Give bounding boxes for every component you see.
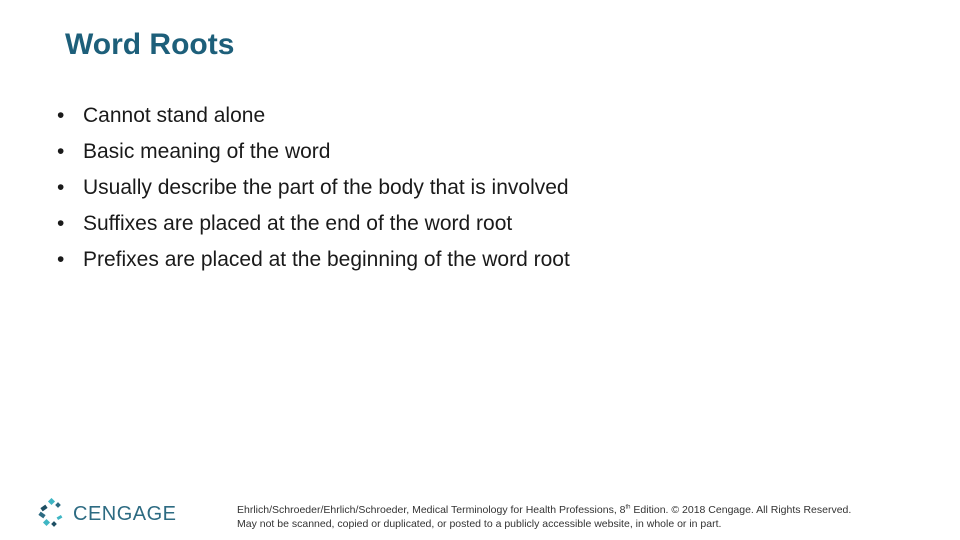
edition-superscript: th [625, 504, 631, 511]
bullet-text: Prefixes are placed at the beginning of the word root [83, 248, 570, 271]
bullet-dot: • [57, 176, 65, 199]
copyright-citation: Ehrlich/Schroeder/Ehrlich/Schroeder, Medical Terminology for Health Professions, 8 [237, 504, 626, 516]
bullet-dot: • [57, 212, 65, 235]
cengage-logo [38, 498, 178, 530]
bullet-dot: • [57, 140, 65, 163]
bullet-text: Cannot stand alone [83, 104, 266, 127]
bullet-text: Basic meaning of the word [83, 140, 331, 163]
bullet-text: Suffixes are placed at the end of the word root [83, 212, 513, 235]
slide-title: Word Roots [65, 28, 235, 61]
bullet-text: Usually describe the part of the body that is involved [83, 176, 569, 199]
copyright-footer [237, 503, 952, 531]
cengage-logo-icon [38, 498, 68, 528]
bullet-dot: • [57, 248, 65, 271]
copyright-line-2: May not be scanned, copied or duplicated, or posted to a publicly accessible website, in whole or in part. [237, 518, 722, 530]
copyright-line-1 [237, 503, 952, 517]
bullet-dot: • [57, 104, 65, 127]
cengage-logo-text: CENGAGE [73, 503, 177, 525]
copyright-notice: Edition. © 2018 Cengage. All Rights Reserved. [630, 504, 852, 516]
